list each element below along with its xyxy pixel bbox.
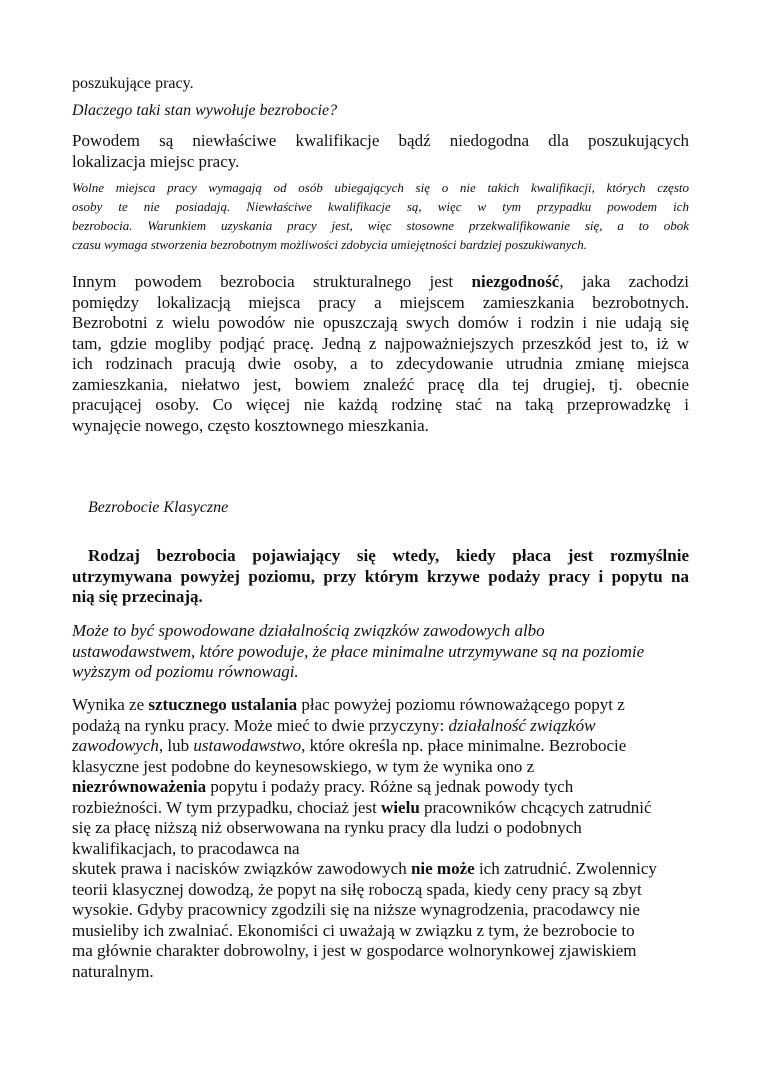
emphasis: wielu bbox=[381, 797, 420, 817]
emphasis: nie może bbox=[410, 859, 475, 878]
continuation-text bbox=[72, 74, 689, 94]
text-line: bezrobocia. Warunkiem uzyskania pracy jest, więc stosowne przekwalifikowanie się, a to obok bbox=[72, 218, 689, 233]
cause-paragraph bbox=[72, 621, 689, 683]
classic-paragraph bbox=[72, 695, 689, 982]
text-line: klasyczne jest podobne do keynesowskiego, w tym że wynika ono z bbox=[72, 756, 535, 776]
text-line: kwalifikacjach, to pracodawca na bbox=[72, 838, 300, 858]
note-paragraph bbox=[72, 178, 689, 254]
emphasis: sztucznego ustalania bbox=[148, 695, 298, 714]
text-line: musieliby ich zwalniać. Ekonomiści ci uważają w związku z tym, że bezrobocie to bbox=[72, 920, 635, 940]
text-line: wysokie. Gdyby pracownicy zgodzili się na niższe wynagrodzenia, pracodawcy nie bbox=[72, 900, 640, 919]
text-line: nią się przecinają. bbox=[72, 587, 203, 606]
text-line: pracującej osoby. Co więcej nie każdą rodzinę stać na taką przeprowadzkę i bbox=[72, 395, 689, 414]
reason-paragraph bbox=[72, 131, 689, 172]
text-line: zamieszkania, niełatwo jest, bowiem znaleźć pracę dla tej drugiej, tj. obecnie bbox=[72, 374, 689, 394]
text-line: ich rodzinach pracują dwie osoby, a to zdecydowanie utrudnia zmianę miejsca bbox=[72, 354, 689, 373]
text-line: skutek prawa i nacisków związków zawodowych nie może ich zatrudnić. Zwolennicy bbox=[72, 859, 657, 878]
text-line: Rodzaj bezrobocia pojawiający się wtedy, kiedy płaca jest rozmyślnie bbox=[88, 546, 689, 565]
text-line: ma głównie charakter dobrowolny, i jest w gospodarce wolnorynkowej zjawiskiem bbox=[72, 941, 637, 960]
text-line: Wolne miejsca pracy wymagają od osób ubiegających się o nie takich kwalifikacji, których często bbox=[72, 180, 689, 195]
text-line: rozbieżności. W tym przypadku, chociaż jest wielu pracowników chcących zatrudnić bbox=[72, 797, 652, 817]
text-line: czasu wymaga stworzenia bezrobotnym możliwości zdobycia umiejętności bardziej poszukiwanych. bbox=[72, 237, 588, 252]
text-line: ustawodawstwem, które powoduje, że płace minimalne utrzymywane są na poziomie bbox=[72, 641, 645, 661]
structural-paragraph bbox=[72, 272, 689, 436]
definition-paragraph bbox=[72, 546, 689, 608]
emphasis-italic: działalność związków bbox=[448, 715, 596, 735]
text-line: Innym powodem bezrobocia strukturalnego jest niezgodność, jaka zachodzi bbox=[72, 272, 690, 291]
text-line: się za płacę niższą niż obserwowana na rynku pracy dla ludzi o podobnych bbox=[72, 818, 582, 837]
emphasis: niezrównoważenia bbox=[72, 777, 207, 796]
text-line: lokalizacja miejsc pracy. bbox=[72, 151, 240, 171]
text-line: wyższym od poziomu równowagi. bbox=[72, 662, 299, 681]
text-line: Wynika ze sztucznego ustalania płac powyżej poziomu równoważącego popyt z bbox=[72, 695, 625, 714]
text-line: utrzymywana powyżej poziomu, przy którym krzywe podaży pracy i popytu na bbox=[72, 566, 689, 586]
text-line: Dlaczego taki stan wywołuje bezrobocie? bbox=[72, 102, 338, 119]
text-line: Powodem są niewłaściwe kwalifikacje bądź niedogodna dla poszukujących bbox=[72, 131, 689, 150]
text-line: niezrównoważenia popytu i podaży pracy. Różne są jednak powody tych bbox=[72, 777, 574, 796]
emphasis: niezgodność bbox=[471, 272, 560, 291]
text-line: osoby te nie posiadają. Niewłaściwe kwalifikacje są, więc w tym przypadku powodem ich bbox=[72, 199, 689, 214]
text-line: pomiędzy lokalizacją miejsca pracy a miejscem zamieszkania bezrobotnych. bbox=[72, 292, 689, 312]
text-line: tam, gdzie mogliby podjąć pracę. Jedną z najpoważniejszych przeszkód jest to, iż w bbox=[72, 333, 689, 353]
question-line bbox=[72, 101, 689, 121]
text-line: wynajęcie nowego, często kosztownego mieszkania. bbox=[72, 415, 429, 435]
text-line: podażą na rynku pracy. Może mieć to dwie przyczyny: działalność związków bbox=[72, 715, 596, 735]
text-line: naturalnym. bbox=[72, 961, 154, 981]
text-line: Bezrobotni z wielu powodów nie opuszczają swych domów i rodzin i nie udają się bbox=[72, 313, 689, 332]
text-line: zawodowych, lub ustawodawstwo, które określa np. płace minimalne. Bezrobocie bbox=[72, 736, 627, 755]
text-line: Może to być spowodowane działalnością związków zawodowych albo bbox=[72, 621, 545, 640]
text-line: poszukujące pracy. bbox=[72, 75, 194, 92]
section-heading: Bezrobocie Klasyczne bbox=[88, 499, 229, 516]
text-line: teorii klasycznej dowodzą, że popyt na siłę roboczą spada, kiedy ceny pracy są zbyt bbox=[72, 879, 642, 899]
